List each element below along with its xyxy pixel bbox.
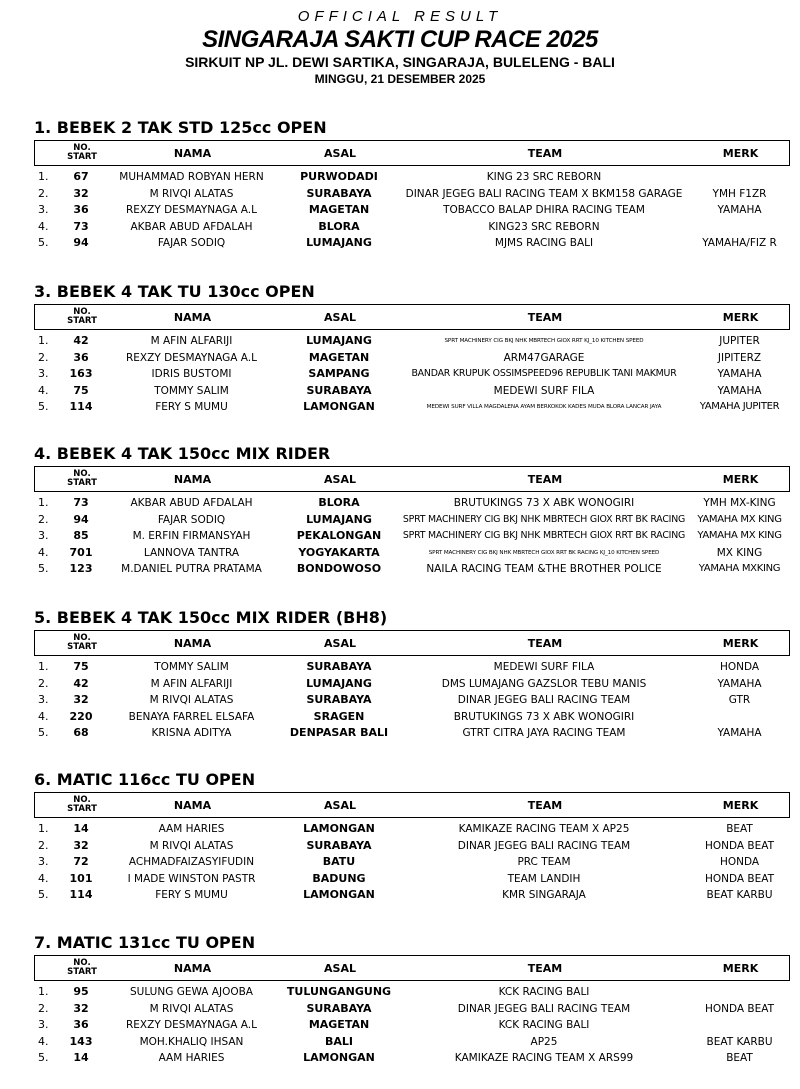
finish-position: 1. bbox=[38, 170, 49, 183]
column-header-row bbox=[34, 304, 790, 330]
column-header-no-line2: START bbox=[67, 642, 97, 652]
result-row bbox=[34, 202, 790, 219]
finish-position: 3. bbox=[38, 367, 49, 381]
rider-origin: BATU bbox=[322, 855, 356, 869]
column-header-no-line1: NO. bbox=[73, 307, 91, 317]
column-header-no-line2: START bbox=[67, 478, 97, 488]
finish-position: 4. bbox=[38, 383, 49, 397]
team-name: AP25 bbox=[530, 1035, 558, 1048]
result-row bbox=[34, 1050, 790, 1067]
rider-name: MOH.KHALIQ IHSAN bbox=[139, 1035, 244, 1048]
team-name: BRUTUKINGS 73 X ABK WONOGIRI bbox=[453, 710, 635, 723]
column-header-merk: MERK bbox=[722, 146, 759, 160]
result-row bbox=[34, 692, 790, 709]
result-row bbox=[34, 821, 790, 838]
team-name: KCK RACING BALI bbox=[498, 986, 590, 998]
finish-position: 1. bbox=[38, 660, 49, 673]
result-row bbox=[34, 1001, 790, 1018]
bike-brand bbox=[689, 709, 790, 726]
bike-brand: YAMAHA MX KING bbox=[697, 513, 782, 525]
finish-position: 2. bbox=[38, 838, 49, 852]
bike-brand: GTR bbox=[728, 694, 751, 707]
rider-name: MUHAMMAD ROBYAN HERN bbox=[119, 171, 264, 183]
finish-position: 5. bbox=[38, 236, 49, 250]
start-number: 163 bbox=[69, 367, 93, 381]
rider-name: AKBAR ABUD AFDALAH bbox=[130, 220, 253, 233]
start-number: 73 bbox=[73, 496, 89, 509]
result-row bbox=[34, 871, 790, 888]
column-header-asal: ASAL bbox=[324, 798, 356, 812]
rider-origin: BLORA bbox=[318, 219, 360, 233]
race-class-title: 7. MATIC 131cc TU OPEN bbox=[34, 933, 256, 952]
rider-name: ACHMADFAIZASYIFUDIN bbox=[128, 856, 255, 869]
result-row bbox=[34, 169, 790, 186]
column-header-no-line1: NO. bbox=[73, 958, 91, 968]
column-header-merk: MERK bbox=[722, 798, 759, 812]
start-number: 95 bbox=[73, 985, 89, 998]
rider-name: REXZY DESMAYNAGA A.L bbox=[126, 1019, 257, 1032]
rider-name: FERY S MUMU bbox=[155, 889, 228, 902]
race-class-section bbox=[34, 118, 790, 252]
start-number: 32 bbox=[73, 186, 89, 200]
race-class-title: 1. BEBEK 2 TAK STD 125cc OPEN bbox=[34, 118, 327, 137]
rider-origin: BLORA bbox=[318, 496, 360, 509]
finish-position: 2. bbox=[38, 676, 49, 690]
column-header-row bbox=[34, 630, 790, 656]
result-row bbox=[34, 186, 790, 203]
rider-name: REXZY DESMAYNAGA A.L bbox=[126, 351, 257, 364]
start-number: 94 bbox=[73, 512, 89, 526]
result-row bbox=[34, 1034, 790, 1051]
rider-name: BENAYA FARREL ELSAFA bbox=[128, 710, 255, 723]
finish-position: 4. bbox=[38, 1034, 49, 1048]
results-list bbox=[34, 333, 790, 416]
rider-origin: MAGETAN bbox=[308, 350, 370, 364]
finish-position: 3. bbox=[38, 1018, 49, 1032]
start-number: 75 bbox=[73, 660, 89, 673]
bike-brand: YMH MX-KING bbox=[703, 497, 776, 509]
rider-name: SULUNG GEWA AJOOBA bbox=[130, 986, 253, 998]
bike-brand bbox=[689, 169, 790, 186]
race-class-section bbox=[34, 933, 790, 1067]
bike-brand: YAMAHA/FIZ R bbox=[702, 237, 777, 250]
column-header-merk: MERK bbox=[722, 636, 759, 650]
start-number: 14 bbox=[73, 1051, 89, 1065]
column-header-team: TEAM bbox=[527, 472, 563, 486]
result-row bbox=[34, 350, 790, 367]
column-header-name: NAMA bbox=[173, 798, 212, 812]
race-class-section bbox=[34, 282, 790, 416]
rider-origin: SURABAYA bbox=[306, 660, 372, 673]
team-name: DINAR JEGEG BALI RACING TEAM bbox=[457, 839, 631, 852]
start-number: 72 bbox=[73, 855, 89, 869]
finish-position: 5. bbox=[38, 888, 49, 902]
finish-position: 2. bbox=[38, 512, 49, 526]
rider-origin: SAMPANG bbox=[308, 367, 370, 381]
start-number: 42 bbox=[73, 334, 89, 347]
finish-position: 5. bbox=[38, 400, 49, 414]
column-header-no-line1: NO. bbox=[73, 143, 91, 153]
start-number: 73 bbox=[73, 219, 89, 233]
team-name: KMR SINGARAJA bbox=[502, 889, 586, 902]
rider-origin: BONDOWOSO bbox=[296, 562, 382, 576]
rider-origin: LUMAJANG bbox=[306, 236, 372, 250]
finish-position: 4. bbox=[38, 709, 49, 723]
column-header-name: NAMA bbox=[173, 961, 212, 975]
rider-origin: LUMAJANG bbox=[306, 334, 372, 347]
finish-position: 4. bbox=[38, 219, 49, 233]
start-number: 94 bbox=[73, 236, 89, 250]
column-header-team: TEAM bbox=[527, 636, 563, 650]
rider-origin: BADUNG bbox=[312, 871, 366, 885]
race-class-title: 3. BEBEK 4 TAK TU 130cc OPEN bbox=[34, 282, 315, 301]
race-class-title: 4. BEBEK 4 TAK 150cc MIX RIDER bbox=[34, 444, 331, 463]
column-header-name: NAMA bbox=[173, 636, 212, 650]
finish-position: 4. bbox=[38, 545, 49, 559]
bike-brand: YAMAHA MXKING bbox=[698, 563, 781, 575]
finish-position: 1. bbox=[38, 822, 49, 835]
start-number: 32 bbox=[73, 1001, 89, 1015]
team-name: KING23 SRC REBORN bbox=[488, 220, 600, 233]
bike-brand bbox=[689, 219, 790, 236]
official-result-label: OFFICIAL RESULT bbox=[297, 8, 503, 25]
start-number: 114 bbox=[69, 888, 93, 902]
event-date: MINGGU, 21 DESEMBER 2025 bbox=[314, 72, 486, 86]
result-row bbox=[34, 984, 790, 1001]
rider-name: M RIVQI ALATAS bbox=[149, 694, 234, 707]
result-row bbox=[34, 709, 790, 726]
column-header-team: TEAM bbox=[527, 310, 563, 324]
start-number: 101 bbox=[69, 871, 93, 885]
bike-brand: HONDA BEAT bbox=[704, 839, 775, 852]
race-class-section bbox=[34, 444, 790, 578]
result-row bbox=[34, 528, 790, 545]
bike-brand bbox=[689, 984, 790, 1001]
finish-position: 1. bbox=[38, 334, 49, 347]
team-name: BRUTUKINGS 73 X ABK WONOGIRI bbox=[453, 497, 635, 509]
team-name: TEAM LANDIH bbox=[507, 872, 581, 885]
column-header-team: TEAM bbox=[527, 961, 563, 975]
result-row bbox=[34, 235, 790, 252]
result-row bbox=[34, 659, 790, 676]
start-number: 67 bbox=[73, 170, 89, 183]
column-header-asal: ASAL bbox=[324, 636, 356, 650]
bike-brand: JUPITER bbox=[719, 335, 760, 347]
rider-name: TOMMY SALIM bbox=[154, 384, 229, 397]
finish-position: 1. bbox=[38, 985, 49, 998]
team-name: MJMS RACING BALI bbox=[494, 237, 594, 250]
result-row bbox=[34, 366, 790, 383]
result-row bbox=[34, 561, 790, 578]
column-header-no-start bbox=[62, 793, 102, 817]
column-header-no-start bbox=[62, 305, 102, 329]
finish-position: 4. bbox=[38, 871, 49, 885]
team-name: DINAR JEGEG BALI RACING TEAM bbox=[457, 1002, 631, 1015]
column-header-asal: ASAL bbox=[324, 472, 356, 486]
column-header-team: TEAM bbox=[527, 146, 563, 160]
start-number: 32 bbox=[73, 838, 89, 852]
team-name: SPRT MACHINERY CIG BKJ NHK MBRTECH GIOX RRT BK RACING bbox=[402, 530, 686, 542]
rider-origin: SURABAYA bbox=[306, 838, 372, 852]
bike-brand: YAMAHA bbox=[717, 204, 762, 217]
bike-brand: MX KING bbox=[716, 546, 763, 559]
start-number: 36 bbox=[73, 203, 89, 217]
rider-origin: LAMONGAN bbox=[303, 822, 375, 835]
bike-brand: BEAT KARBU bbox=[706, 889, 773, 902]
team-name: DINAR JEGEG BALI RACING TEAM bbox=[457, 694, 631, 707]
result-row bbox=[34, 333, 790, 350]
bike-brand: BEAT bbox=[726, 1052, 753, 1065]
team-name: SPRT MACHINERY CIG BKJ NHK MBRTECH GIOX RRT BK RACING KJ_10 KITCHEN SPEED bbox=[428, 549, 660, 556]
team-name: KAMIKAZE RACING TEAM X AP25 bbox=[458, 823, 630, 835]
column-header-no-start bbox=[62, 631, 102, 655]
rider-name: AKBAR ABUD AFDALAH bbox=[130, 497, 253, 509]
result-row bbox=[34, 383, 790, 400]
finish-position: 3. bbox=[38, 855, 49, 869]
result-row bbox=[34, 676, 790, 693]
column-header-no-line1: NO. bbox=[73, 469, 91, 479]
finish-position: 2. bbox=[38, 186, 49, 200]
finish-position: 5. bbox=[38, 726, 49, 740]
start-number: 36 bbox=[73, 1018, 89, 1032]
column-header-row bbox=[34, 140, 790, 166]
rider-name: I MADE WINSTON PASTR bbox=[127, 872, 256, 885]
rider-origin: SURABAYA bbox=[306, 186, 372, 200]
result-row bbox=[34, 854, 790, 871]
column-header-no-line1: NO. bbox=[73, 633, 91, 643]
team-name: KCK RACING BALI bbox=[498, 1019, 590, 1032]
finish-position: 3. bbox=[38, 693, 49, 707]
team-name: DINAR JEGEG BALI RACING TEAM X BKM158 GARAGE bbox=[405, 187, 683, 200]
team-name: KING 23 SRC REBORN bbox=[486, 171, 602, 183]
bike-brand bbox=[689, 1017, 790, 1034]
team-name: TOBACCO BALAP DHIRA RACING TEAM bbox=[443, 204, 645, 217]
column-header-asal: ASAL bbox=[324, 961, 356, 975]
bike-brand: HONDA BEAT bbox=[704, 872, 775, 885]
rider-origin: DENPASAR BALI bbox=[289, 726, 389, 740]
rider-origin: SURABAYA bbox=[306, 693, 372, 707]
rider-origin: PEKALONGAN bbox=[296, 529, 382, 543]
rider-origin: LUMAJANG bbox=[306, 676, 372, 690]
rider-name: M.DANIEL PUTRA PRATAMA bbox=[121, 563, 262, 576]
column-header-row bbox=[34, 466, 790, 492]
column-header-asal: ASAL bbox=[324, 146, 356, 160]
start-number: 143 bbox=[69, 1034, 93, 1048]
rider-origin: SURABAYA bbox=[306, 1001, 372, 1015]
finish-position: 2. bbox=[38, 350, 49, 364]
team-name: MEDEWI SURF VILLA MAGDALENA AYAM BERKOKOK KADES MUDA BLORA LANCAR JAYA bbox=[426, 404, 662, 411]
bike-brand: HONDA bbox=[719, 856, 760, 869]
start-number: 701 bbox=[69, 545, 93, 559]
event-venue: SIRKUIT NP JL. DEWI SARTIKA, SINGARAJA, BULELENG - BALI bbox=[185, 54, 615, 70]
column-header-no-line2: START bbox=[67, 804, 97, 814]
finish-position: 5. bbox=[38, 1051, 49, 1065]
start-number: 114 bbox=[69, 400, 93, 414]
column-header-no-line2: START bbox=[67, 967, 97, 977]
team-name: NAILA RACING TEAM &THE BROTHER POLICE bbox=[426, 563, 662, 576]
rider-origin: PURWODADI bbox=[300, 170, 378, 183]
start-number: 14 bbox=[73, 822, 89, 835]
bike-brand: YAMAHA bbox=[717, 384, 762, 397]
results-list bbox=[34, 984, 790, 1067]
rider-name: LANNOVA TANTRA bbox=[143, 546, 240, 559]
team-name: DMS LUMAJANG GAZSLOR TEBU MANIS bbox=[441, 677, 647, 690]
column-header-row bbox=[34, 792, 790, 818]
team-name: SPRT MACHINERY CIG BKJ NHK MBRTECH GIOX RRT KJ_10 KITCHEN SPEED bbox=[444, 338, 644, 344]
rider-name: TOMMY SALIM bbox=[154, 661, 229, 673]
rider-name: M RIVQI ALATAS bbox=[149, 839, 234, 852]
column-header-asal: ASAL bbox=[324, 310, 356, 324]
rider-name: M AFIN ALFARIJI bbox=[150, 335, 233, 347]
result-row bbox=[34, 495, 790, 512]
rider-origin: MAGETAN bbox=[308, 1018, 370, 1032]
start-number: 36 bbox=[73, 350, 89, 364]
rider-origin: YOGYAKARTA bbox=[298, 545, 380, 559]
column-header-no-line2: START bbox=[67, 152, 97, 162]
start-number: 220 bbox=[69, 709, 93, 723]
column-header-merk: MERK bbox=[722, 472, 759, 486]
rider-origin: TULUNGANGUNG bbox=[286, 985, 392, 998]
team-name: KAMIKAZE RACING TEAM X ARS99 bbox=[454, 1052, 634, 1065]
race-class-section bbox=[34, 608, 790, 742]
team-name: MEDEWI SURF FILA bbox=[493, 661, 595, 673]
result-row bbox=[34, 399, 790, 416]
event-title: SINGARAJA SAKTI CUP RACE 2025 bbox=[202, 26, 598, 53]
column-header-no-start bbox=[62, 956, 102, 980]
bike-brand: YAMAHA bbox=[717, 727, 762, 740]
rider-name: FAJAR SODIQ bbox=[157, 513, 226, 526]
race-class-title: 5. BEBEK 4 TAK 150cc MIX RIDER (BH8) bbox=[34, 608, 388, 627]
bike-brand: YAMAHA JUPITER bbox=[699, 401, 780, 413]
rider-origin: SRAGEN bbox=[313, 709, 365, 723]
column-header-merk: MERK bbox=[722, 961, 759, 975]
column-header-no-line1: NO. bbox=[73, 795, 91, 805]
result-row bbox=[34, 725, 790, 742]
finish-position: 1. bbox=[38, 496, 49, 509]
bike-brand: YAMAHA bbox=[717, 677, 762, 690]
column-header-name: NAMA bbox=[173, 310, 212, 324]
bike-brand: BEAT KARBU bbox=[706, 1035, 773, 1048]
results-list bbox=[34, 495, 790, 578]
rider-name: FAJAR SODIQ bbox=[157, 237, 226, 250]
rider-name: KRISNA ADITYA bbox=[151, 727, 232, 740]
rider-name: M AFIN ALFARIJI bbox=[150, 677, 233, 690]
team-name: MEDEWI SURF FILA bbox=[493, 384, 595, 397]
rider-name: REXZY DESMAYNAGA A.L bbox=[126, 204, 257, 217]
bike-brand: HONDA BEAT bbox=[704, 1002, 775, 1015]
rider-origin: BALI bbox=[325, 1034, 353, 1048]
finish-position: 2. bbox=[38, 1001, 49, 1015]
team-name: GTRT CITRA JAYA RACING TEAM bbox=[462, 727, 626, 740]
start-number: 123 bbox=[69, 562, 93, 576]
rider-name: M RIVQI ALATAS bbox=[149, 1002, 234, 1015]
bike-brand: YAMAHA bbox=[717, 368, 762, 381]
race-class-title: 6. MATIC 116cc TU OPEN bbox=[34, 770, 256, 789]
column-header-team: TEAM bbox=[527, 798, 563, 812]
start-number: 68 bbox=[73, 726, 89, 740]
rider-name: FERY S MUMU bbox=[155, 401, 228, 414]
start-number: 75 bbox=[73, 383, 89, 397]
rider-origin: LUMAJANG bbox=[306, 512, 372, 526]
result-row bbox=[34, 838, 790, 855]
bike-brand: HONDA bbox=[719, 661, 760, 673]
column-header-no-start bbox=[62, 141, 102, 165]
column-header-no-start bbox=[62, 467, 102, 491]
results-list bbox=[34, 169, 790, 252]
column-header-name: NAMA bbox=[173, 146, 212, 160]
results-list bbox=[34, 821, 790, 904]
team-name: BANDAR KRUPUK OSSIMSPEED96 REPUBLIK TANI MAKMUR bbox=[411, 368, 677, 380]
start-number: 32 bbox=[73, 693, 89, 707]
result-row bbox=[34, 545, 790, 562]
finish-position: 3. bbox=[38, 529, 49, 543]
team-name: ARM47GARAGE bbox=[503, 351, 585, 364]
bike-brand: JIPITERZ bbox=[717, 351, 762, 364]
result-row bbox=[34, 219, 790, 236]
result-row bbox=[34, 512, 790, 529]
rider-name: M RIVQI ALATAS bbox=[149, 187, 234, 200]
column-header-row bbox=[34, 955, 790, 981]
rider-origin: SURABAYA bbox=[306, 383, 372, 397]
rider-name: IDRIS BUSTOMI bbox=[151, 368, 232, 381]
column-header-merk: MERK bbox=[722, 310, 759, 324]
race-class-section bbox=[34, 770, 790, 904]
bike-brand: YAMAHA MX KING bbox=[697, 530, 782, 542]
rider-name: AAM HARIES bbox=[158, 1052, 225, 1065]
rider-origin: LAMONGAN bbox=[303, 1051, 375, 1065]
bike-brand: BEAT bbox=[726, 823, 753, 835]
rider-name: AAM HARIES bbox=[158, 823, 225, 835]
team-name: SPRT MACHINERY CIG BKJ NHK MBRTECH GIOX RRT BK RACING bbox=[402, 513, 686, 525]
column-header-name: NAMA bbox=[173, 472, 212, 486]
column-header-no-line2: START bbox=[67, 316, 97, 326]
start-number: 85 bbox=[73, 529, 89, 543]
rider-origin: LAMONGAN bbox=[303, 400, 375, 414]
rider-origin: LAMONGAN bbox=[303, 888, 375, 902]
result-row bbox=[34, 887, 790, 904]
bike-brand: YMH F1ZR bbox=[712, 187, 767, 200]
result-row bbox=[34, 1017, 790, 1034]
start-number: 42 bbox=[73, 676, 89, 690]
team-name: PRC TEAM bbox=[517, 856, 571, 869]
rider-name: M. ERFIN FIRMANSYAH bbox=[132, 530, 251, 543]
finish-position: 3. bbox=[38, 203, 49, 217]
results-list bbox=[34, 659, 790, 742]
finish-position: 5. bbox=[38, 562, 49, 576]
rider-origin: MAGETAN bbox=[308, 203, 370, 217]
